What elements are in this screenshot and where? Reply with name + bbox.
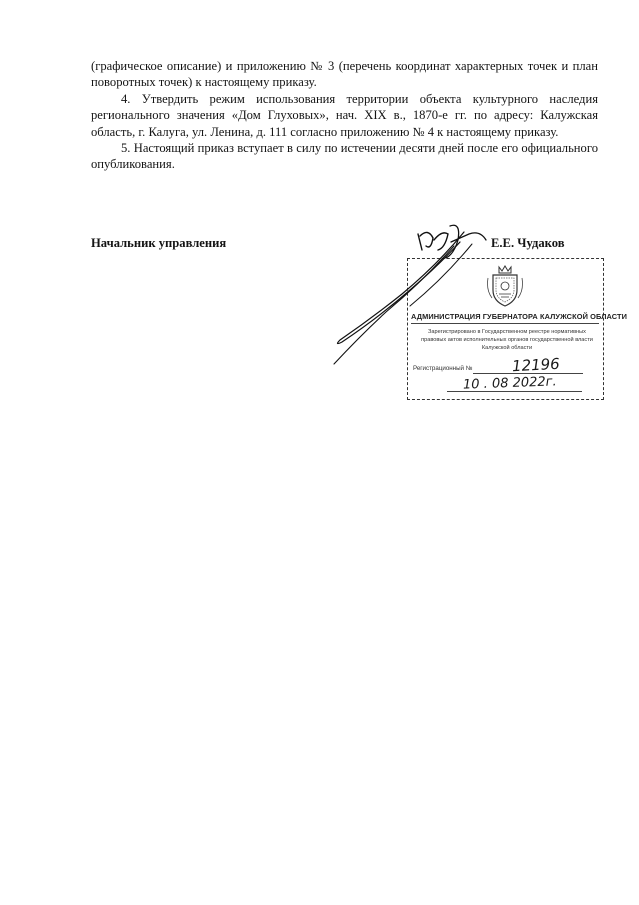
paragraph-appendix-3: (графическое описание) и приложению № 3 (перечень координат характерных точек и план поворотных точек) к настоящему приказу.	[91, 59, 598, 90]
signatory-title: Начальник управления	[91, 236, 227, 250]
stamp-border-right	[603, 258, 604, 400]
document-body	[91, 58, 598, 173]
stamp-registration-label: Регистрационный №	[413, 365, 473, 372]
signatory-name: Е.Е. Чудаков	[491, 236, 565, 250]
stamp-border-bottom	[407, 399, 604, 400]
paragraph-item-4: 4. Утвердить режим использования территории объекта культурного наследия регионального значения «Дом Глуховых», нач. XIX в., 1870-е гг. по адресу: Калужская область, г. Калуга, ул. Ленина, д. 111 согласно приложению № 4 к настоящему приказу.	[91, 91, 598, 139]
stamp-registration-note: Зарегистрировано в Государственном реестре нормативных правовых актов исполнительных органов государственной власти Калужской области	[421, 329, 593, 351]
handwritten-signature	[330, 220, 500, 370]
stamp-date: 10 . 08 2022г.	[462, 374, 557, 393]
paragraph-item-5: 5. Настоящий приказ вступает в силу по истечении десяти дней после его официального опубликования.	[91, 141, 598, 172]
stamp-registration-number: 12196	[511, 354, 561, 376]
stamp-organization: АДМИНИСТРАЦИЯ ГУБЕРНАТОРА КАЛУЖСКОЙ ОБЛАСТИ	[411, 312, 628, 321]
